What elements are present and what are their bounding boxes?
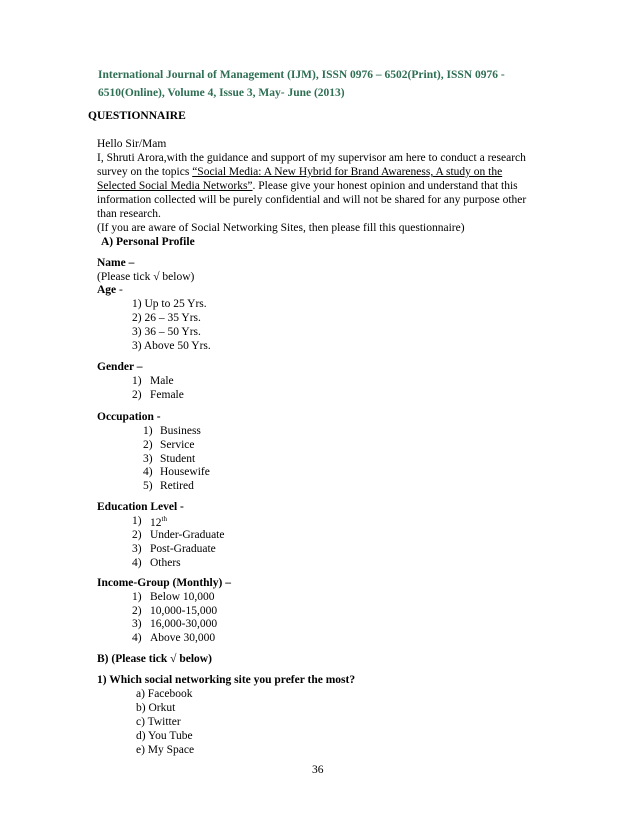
page-title: QUESTIONNAIRE [88,110,186,122]
education-num-2: 2) [132,529,142,541]
income-num-4: 4) [132,632,142,644]
age-option-2: 2) 26 – 35 Yrs. [132,312,201,324]
income-num-2: 2) [132,605,142,617]
gender-label: Gender – [97,361,143,373]
section-a-heading: A) Personal Profile [101,236,195,248]
age-label-dash: - [116,284,123,296]
tick-instruction: (Please tick √ below) [97,271,195,283]
education-option-1-base: 12 [150,516,162,529]
occupation-option-4: Housewife [160,466,210,478]
occupation-label: Occupation - [97,411,161,423]
section-b-heading: B) (Please tick √ below) [97,653,212,665]
income-label: Income-Group (Monthly) – [97,577,231,589]
intro-line-2 [97,166,502,178]
q1-option-e: e) My Space [136,744,195,756]
occupation-num-4: 4) [143,466,153,478]
greeting: Hello Sir/Mam [97,138,167,150]
education-option-2: Under-Graduate [150,529,225,541]
income-num-3: 3) [132,618,142,630]
education-option-1-sup: th [161,515,167,523]
intro-line-5: than research. [97,208,161,220]
page-number: 36 [312,764,324,776]
gender-option-1: Male [150,375,174,387]
age-label-row [97,284,123,296]
q1-option-d: d) You Tube [136,730,193,742]
education-num-4: 4) [132,557,142,569]
topic-title-part1: “Social Media: A New Hybrid for Brand Awareness, A study on the [192,166,503,178]
intro-line-6: (If you are aware of Social Networking Sites, then please fill this questionnaire) [97,222,465,234]
gender-num-1: 1) [132,375,142,387]
income-option-2: 10,000-15,000 [150,605,218,617]
occupation-num-1: 1) [143,425,153,437]
intro-line-1: I, Shruti Arora,with the guidance and support of my supervisor am here to conduct a research [97,152,526,164]
occupation-option-2: Service [160,439,195,451]
income-option-4: Above 30,000 [150,632,216,644]
occupation-num-2: 2) [143,439,153,451]
gender-num-2: 2) [132,389,142,401]
gender-option-2: Female [150,389,184,401]
occupation-option-1: Business [160,425,201,437]
occupation-num-3: 3) [143,453,153,465]
occupation-num-5: 5) [143,480,153,492]
journal-header-line1: International Journal of Management (IJM), ISSN 0976 – 6502(Print), ISSN 0976 - [98,69,505,81]
education-label: Education Level - [97,501,184,513]
intro-line-4: information collected will be purely confidential and will not be shared for any purpose other [97,194,527,206]
age-label: Age [97,284,117,296]
income-option-1: Below 10,000 [150,591,215,603]
education-num-1: 1) [132,515,142,527]
intro-line-3 [97,180,518,192]
q1-option-a: a) Facebook [136,688,193,700]
education-num-3: 3) [132,543,142,555]
income-option-3: 16,000-30,000 [150,618,218,630]
occupation-option-5: Retired [160,480,194,492]
age-option-1: 1) Up to 25 Yrs. [132,298,207,310]
age-option-4: 3) Above 50 Yrs. [132,340,211,352]
occupation-option-3: Student [160,453,196,465]
education-option-1 [150,515,167,529]
age-option-3: 3) 36 – 50 Yrs. [132,326,201,338]
education-option-3: Post-Graduate [150,543,216,555]
intro-line-3-text: . Please give your honest opinion and understand that this [252,180,518,192]
question-1: 1) Which social networking site you prefer the most? [97,674,356,686]
q1-option-b: b) Orkut [136,702,176,714]
education-option-4: Others [150,557,181,569]
income-num-1: 1) [132,591,142,603]
intro-line-2-text: survey on the topics [97,166,193,178]
journal-header-line2: 6510(Online), Volume 4, Issue 3, May- June (2013) [98,87,345,99]
q1-option-c: c) Twitter [136,716,181,728]
topic-title-part2: Selected Social Media Networks” [97,180,253,192]
name-label: Name – [97,257,135,269]
